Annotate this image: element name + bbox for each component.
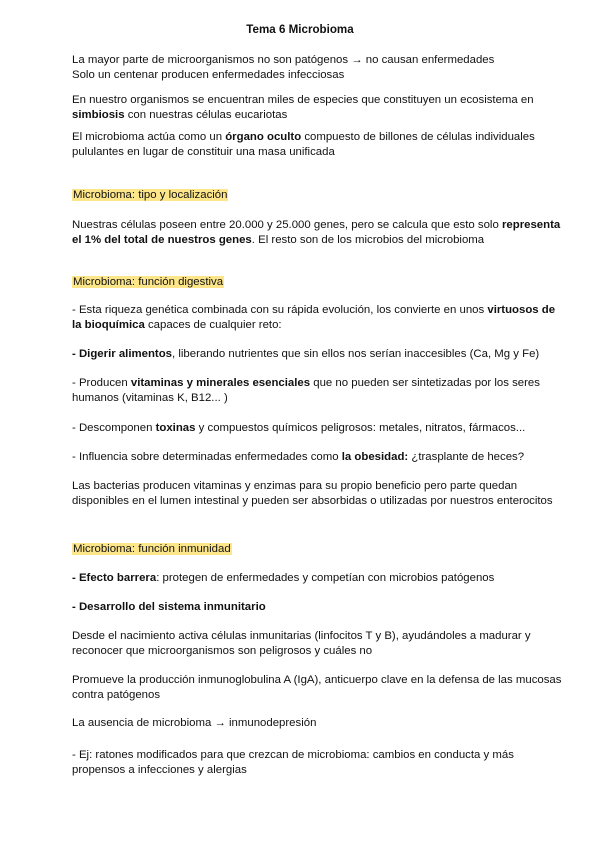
section-heading-inmunidad: [72, 542, 567, 557]
bold-term: órgano oculto: [225, 131, 302, 143]
text-run: El microbioma actúa como un: [72, 131, 226, 143]
intro-paragraph-3: [72, 130, 567, 160]
sec3-paragraph-3: [72, 716, 567, 731]
intro-paragraph-1: [72, 53, 567, 83]
sec2-bullet-3: [72, 376, 567, 406]
section-heading-tipo: [72, 188, 567, 203]
text-run: - Esta riqueza genética combinada con su rápida evolución, los convierte en unos: [72, 304, 488, 316]
text-run: , liberando nutrientes que sin ellos nos serían inaccesibles (Ca, Mg y Fe): [172, 348, 540, 360]
sec3-paragraph-2: [72, 673, 567, 703]
sec1-paragraph: [72, 218, 567, 248]
bold-term: representa el 1% del total de nuestros genes: [72, 219, 561, 246]
text-run: - Producen: [72, 377, 131, 389]
intro-line-2: Solo un centenar producen enfermedades infecciosas: [72, 69, 345, 81]
paragraph-text: Las bacterias producen vitaminas y enzimas para su propio beneficio pero parte quedan disponibles en el lumen intestinal y pueden ser absorbidas o utilizadas por nuestros enterocitos: [72, 480, 553, 507]
highlighted-heading: Microbioma: tipo y localización: [73, 189, 228, 201]
document-title: Tema 6 Microbioma: [246, 23, 354, 36]
sec2-bullet-1: [72, 303, 567, 333]
highlighted-heading: Microbioma: función inmunidad: [73, 543, 231, 555]
sec3-bullet-2: [72, 600, 567, 615]
sec3-paragraph-4: [72, 748, 567, 778]
sec2-bullet-5: [72, 450, 567, 465]
paragraph-text: Promueve la producción inmunoglobulina A (IgA), anticuerpo clave en la defensa de las mucosas contra patógenos: [72, 674, 562, 701]
paragraph-text: Desde el nacimiento activa células inmunitarias (linfocitos T y B), ayudándoles a madurar y reconocer que microorganismos son peligrosos y cuáles no: [72, 630, 531, 657]
bold-term: virtuosos de la bioquímica: [72, 304, 556, 331]
intro-paragraph-2: [72, 93, 567, 123]
section-heading-digestiva: [72, 275, 567, 290]
bold-term: vitaminas y minerales esenciales: [130, 377, 311, 389]
text-run: con nuestras células eucariotas: [124, 109, 288, 121]
paragraph-text: La ausencia de microbioma → inmunodepresión: [72, 717, 317, 729]
text-run: : protegen de enfermedades y competían con microbios patógenos: [156, 572, 495, 584]
bold-term: - Digerir alimentos: [72, 348, 173, 360]
sec2-bullet-4: [72, 421, 567, 436]
bold-term: - Desarrollo del sistema inmunitario: [72, 601, 266, 613]
intro-line-1: La mayor parte de microorganismos no son patógenos → no causan enfermedades: [72, 54, 495, 66]
sec2-closing-paragraph: [72, 479, 567, 509]
text-run: En nuestro organismos se encuentran miles de especies que constituyen un ecosistema en: [72, 94, 534, 106]
text-run: capaces de cualquier reto:: [144, 319, 282, 331]
text-run: compuesto de billones de células individuales pululantes en lugar de constituir una masa unificada: [72, 131, 535, 158]
sec2-bullet-2: [72, 347, 567, 362]
sec3-bullet-1: [72, 571, 567, 586]
text-run: ¿trasplante de heces?: [408, 451, 525, 463]
highlighted-heading: Microbioma: función digestiva: [73, 276, 224, 288]
text-run: y compuestos químicos peligrosos: metales, nitratos, fármacos...: [195, 422, 526, 434]
bold-term: la obesidad:: [341, 451, 409, 463]
sec3-paragraph-1: [72, 629, 567, 659]
bold-term: toxinas: [155, 422, 196, 434]
text-run: que no pueden ser sintetizadas por los seres humanos (vitaminas K, B12... ): [72, 377, 540, 404]
text-run: - Descomponen: [72, 422, 156, 434]
bold-term: simbiosis: [72, 109, 125, 121]
bold-term: - Efecto barrera: [72, 572, 157, 584]
paragraph-text: - Ej: ratones modificados para que crezcan de microbioma: cambios en conducta y más propensos a infecciones y alergias: [72, 749, 514, 776]
text-run: . El resto son de los microbios del microbioma: [251, 234, 485, 246]
text-run: Nuestras células poseen entre 20.000 y 25.000 genes, pero se calcula que esto solo: [72, 219, 502, 231]
text-run: - Influencia sobre determinadas enfermedades como: [72, 451, 342, 463]
